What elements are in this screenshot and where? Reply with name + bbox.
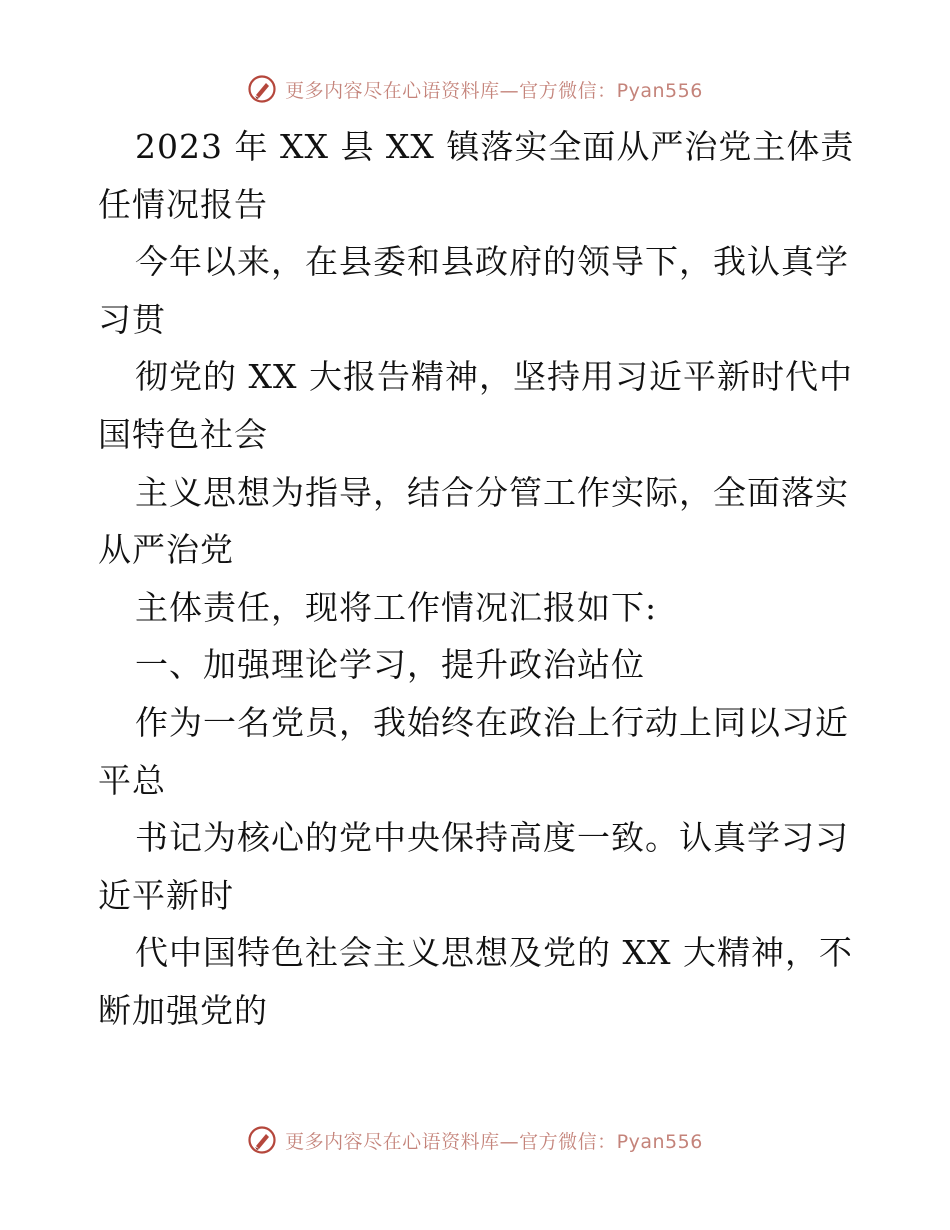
doc-line: 今年以来，在县委和县政府的领导下，我认真学 xyxy=(135,242,849,282)
doc-line: 彻党的 XX 大报告精神，坚持用习近平新时代中 xyxy=(135,357,853,397)
doc-line: 主体责任，现将工作情况汇报如下: xyxy=(135,587,658,627)
doc-line: 主义思想为指导，结合分管工作实际，全面落实 xyxy=(135,472,849,512)
doc-line: 从严治党 xyxy=(98,530,234,570)
doc-line: 作为一名党员，我始终在政治上行动上同以习近 xyxy=(135,702,849,742)
header-watermark xyxy=(0,72,950,106)
pen-logo-icon xyxy=(247,1125,277,1155)
section-heading: 一、加强理论学习，提升政治站位 xyxy=(135,645,645,685)
doc-line: 断加强党的 xyxy=(98,990,268,1030)
doc-line: 国特色社会 xyxy=(98,414,268,454)
watermark-text: 更多内容尽在心语资料库—官方微信：Pyan556 xyxy=(285,79,703,102)
doc-line: 书记为核心的党中央保持高度一致。认真学习习 xyxy=(135,818,849,858)
doc-line: 2023 年 XX 县 XX 镇落实全面从严治党主体责 xyxy=(135,127,855,166)
document-body xyxy=(98,118,858,1040)
footer-watermark xyxy=(0,1123,950,1157)
doc-line: 代中国特色社会主义思想及党的 XX 大精神，不 xyxy=(135,933,853,973)
doc-line: 任情况报告 xyxy=(98,184,268,224)
doc-line: 平总 xyxy=(98,760,166,800)
watermark-text: 更多内容尽在心语资料库—官方微信：Pyan556 xyxy=(285,1130,703,1153)
doc-line: 近平新时 xyxy=(98,875,234,915)
pen-logo-icon xyxy=(247,74,277,104)
doc-line: 习贯 xyxy=(98,299,166,339)
